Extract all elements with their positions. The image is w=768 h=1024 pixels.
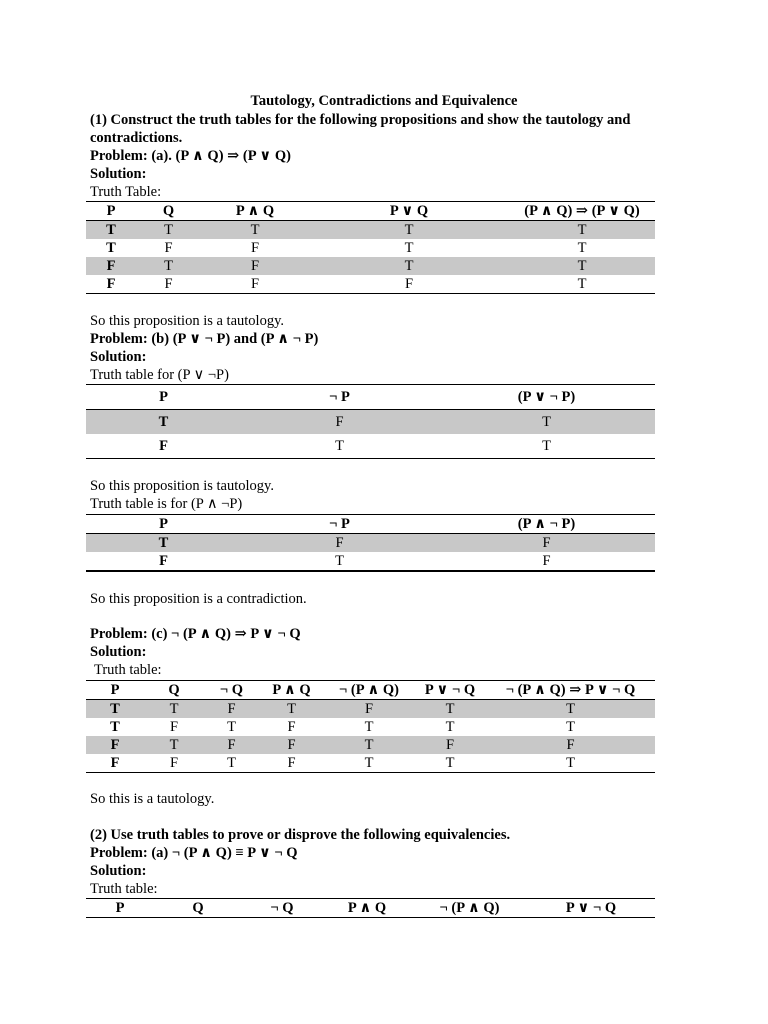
table-header: ¬ Q: [242, 899, 322, 918]
table-cell: T: [110, 718, 120, 735]
table-row: [86, 275, 655, 294]
conclusion-1c: So this is a tautology.: [90, 791, 215, 807]
table-cell: T: [241, 552, 438, 571]
table-cell: F: [201, 257, 309, 275]
table-header: P ∧ Q: [201, 202, 309, 221]
table-cell: F: [86, 754, 144, 773]
table-cell: F: [438, 534, 655, 553]
truth-table-1b-and: [86, 514, 655, 572]
table-cell: F: [164, 239, 173, 256]
table-cell: T: [486, 700, 655, 719]
table-cell: T: [144, 700, 204, 719]
table-header: ¬ Q: [204, 681, 259, 700]
table-cell: T: [86, 410, 241, 435]
conclusion-1b-or: So this proposition is tautology.: [90, 478, 274, 494]
table-cell: T: [136, 221, 201, 240]
table-header: ¬ P: [241, 515, 438, 534]
table-row: [86, 700, 655, 719]
table-cell: T: [204, 754, 259, 773]
table-row: [86, 221, 655, 240]
table-cell: F: [136, 275, 201, 294]
table-cell: F: [259, 754, 324, 773]
table-row: [86, 410, 655, 435]
table-header: P: [86, 899, 154, 918]
table-row: [86, 534, 655, 553]
truth-table-1c: [86, 680, 655, 773]
table-cell: T: [324, 754, 414, 773]
table-header: (P ∧ ¬ P): [438, 515, 655, 534]
table-cell: T: [309, 221, 509, 240]
table-cell: F: [414, 736, 486, 754]
table-row: [86, 754, 655, 773]
table-row: [86, 239, 655, 257]
truth-table-label: Truth table is for (P ∧ ¬P): [90, 496, 243, 512]
truth-table-label: Truth table for (P ∨ ¬P): [90, 367, 229, 383]
truth-table-label: Truth table:: [90, 881, 158, 897]
solution-label: Solution:: [90, 863, 147, 879]
table-cell: F: [201, 275, 309, 294]
table-header: P: [86, 202, 136, 221]
table-cell: T: [227, 718, 236, 735]
truth-table-label: Truth table:: [94, 662, 162, 678]
conclusion-1a: So this proposition is a tautology.: [90, 313, 285, 329]
table-cell: F: [86, 257, 136, 275]
table-cell: T: [445, 718, 455, 735]
table-cell: T: [144, 736, 204, 754]
table-cell: F: [250, 239, 260, 256]
table-cell: T: [404, 239, 414, 256]
table-header: P: [86, 681, 144, 700]
table-cell: T: [86, 534, 241, 553]
table-cell: F: [86, 434, 241, 459]
table-cell: T: [309, 257, 509, 275]
table-header: ¬ (P ∧ Q) ⇒ P ∨ ¬ Q: [486, 681, 655, 700]
table-cell: T: [106, 239, 116, 256]
table-cell: T: [414, 754, 486, 773]
table-cell: T: [486, 754, 655, 773]
truth-table-1a: [86, 201, 655, 294]
question-2-heading: (2) Use truth tables to prove or disprove the following equivalencies.: [90, 827, 511, 843]
table-cell: F: [241, 410, 438, 435]
table-cell: F: [259, 736, 324, 754]
table-row: [86, 552, 655, 571]
table-header: P ∨ ¬ Q: [414, 681, 486, 700]
table-header: P ∨ ¬ Q: [527, 899, 655, 918]
solution-label: Solution:: [90, 644, 147, 660]
table-cell: T: [259, 700, 324, 719]
solution-label: Solution:: [90, 349, 147, 365]
table-cell: T: [86, 700, 144, 719]
table-header: Q: [154, 899, 242, 918]
table-cell: F: [86, 552, 241, 571]
table-cell: T: [241, 434, 438, 459]
table-cell: T: [364, 718, 374, 735]
table-cell: F: [204, 736, 259, 754]
table-cell: T: [577, 239, 587, 256]
problem-1b-statement: Problem: (b) (P ∨ ¬ P) and (P ∧ ¬ P): [90, 331, 319, 347]
table-cell: F: [486, 736, 655, 754]
document-title: Tautology, Contradictions and Equivalence: [250, 93, 518, 109]
table-row: [86, 718, 655, 736]
table-header: ¬ P: [241, 385, 438, 410]
problem-2a-statement: Problem: (a) ¬ (P ∧ Q) ≡ P ∨ ¬ Q: [90, 845, 298, 861]
table-row: [86, 257, 655, 275]
table-header: P: [86, 515, 241, 534]
table-header: Q: [136, 202, 201, 221]
truth-table-2a: [86, 898, 655, 918]
table-cell: F: [204, 700, 259, 719]
conclusion-1b-and: So this proposition is a contradiction.: [90, 591, 307, 607]
table-cell: T: [509, 275, 655, 294]
table-cell: F: [324, 700, 414, 719]
problem-1c-statement: Problem: (c) ¬ (P ∧ Q) ⇒ P ∨ ¬ Q: [90, 626, 301, 642]
table-header: P ∧ Q: [259, 681, 324, 700]
table-cell: F: [86, 736, 144, 754]
problem-1a-statement: Problem: (a). (P ∧ Q) ⇒ (P ∨ Q): [90, 148, 291, 164]
table-cell: T: [566, 718, 575, 735]
truth-table-1b-or: [86, 384, 655, 459]
table-cell: F: [144, 754, 204, 773]
table-header: P ∨ Q: [309, 202, 509, 221]
table-row: [86, 434, 655, 459]
table-header: ¬ (P ∧ Q): [324, 681, 414, 700]
table-header: (P ∧ Q) ⇒ (P ∨ Q): [509, 202, 655, 221]
table-header: P: [86, 385, 241, 410]
table-cell: T: [136, 257, 201, 275]
table-cell: T: [324, 736, 414, 754]
table-cell: F: [287, 718, 296, 735]
table-header: (P ∨ ¬ P): [438, 385, 655, 410]
table-cell: T: [438, 434, 655, 459]
table-cell: F: [309, 275, 509, 294]
table-cell: F: [169, 718, 179, 735]
table-header: ¬ (P ∧ Q): [412, 899, 527, 918]
table-row: [86, 736, 655, 754]
table-cell: T: [201, 221, 309, 240]
truth-table-label: Truth Table:: [90, 184, 162, 200]
table-header: Q: [144, 681, 204, 700]
question-1-heading-line-2: contradictions.: [90, 130, 183, 146]
table-cell: F: [86, 275, 136, 294]
solution-label: Solution:: [90, 166, 147, 182]
table-header: P ∧ Q: [322, 899, 412, 918]
table-cell: T: [438, 410, 655, 435]
table-cell: T: [86, 221, 136, 240]
table-cell: T: [414, 700, 486, 719]
question-1-heading-line-1: (1) Construct the truth tables for the following propositions and show the tautology and: [90, 112, 631, 128]
table-cell: T: [509, 257, 655, 275]
table-cell: T: [509, 221, 655, 240]
table-cell: F: [241, 534, 438, 553]
table-cell: F: [438, 552, 655, 571]
